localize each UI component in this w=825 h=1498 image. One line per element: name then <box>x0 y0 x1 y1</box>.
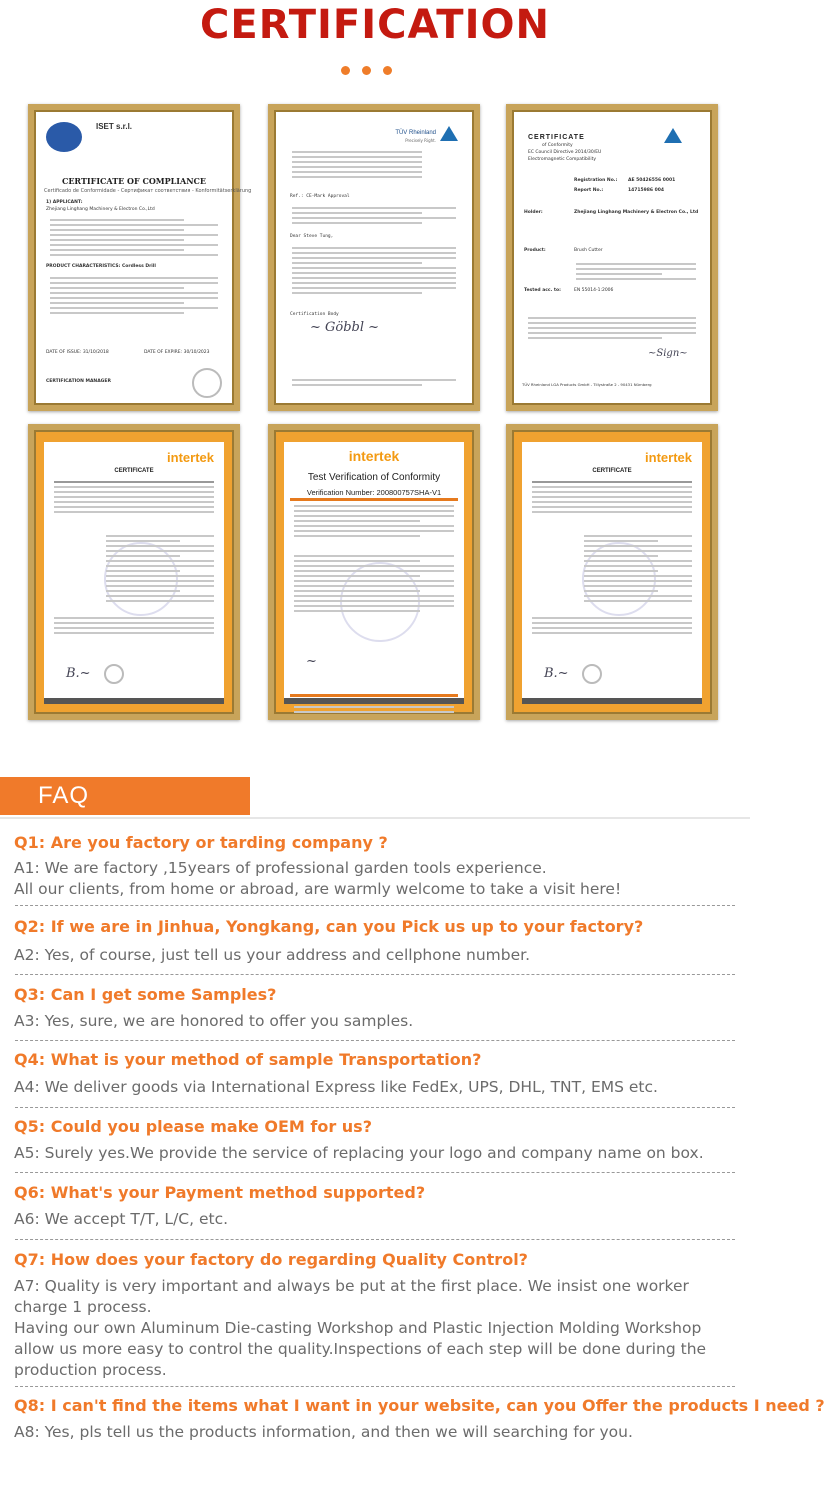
faq-question-1: Q1: Are you factory or tarding company ? <box>14 833 388 852</box>
faq-question-4: Q4: What is your method of sample Transportation? <box>14 1050 482 1069</box>
certificate-intertek-2[interactable] <box>506 424 718 720</box>
iset-certificate-subtitle: Certificado de Conformidade - Сертификат соответствия - Konformitätserklärung <box>44 188 252 194</box>
faq-divider <box>0 817 750 819</box>
page-title: CERTIFICATION <box>200 2 550 48</box>
signature-icon: ~ Göbbl ~ <box>310 320 380 335</box>
tuv-tested: EN 55014-1:2006 <box>574 288 614 293</box>
intertek1-footer <box>44 698 224 704</box>
certificate-tuv-letter[interactable] <box>268 104 480 411</box>
tuv-reg-label: Registration No.: <box>574 178 618 183</box>
faq-banner <box>0 777 250 815</box>
tuv-letter-salutation: Dear Steve Tung, <box>290 234 334 239</box>
iset-product: PRODUCT CHARACTERISTICS: Cordless Drill <box>46 264 156 269</box>
signature-icon: ~ <box>306 654 317 669</box>
faq-answer-2: A2: Yes, of course, just tell us your address and cellphone number. <box>14 946 531 964</box>
faq-answer-4: A4: We deliver goods via International Express like FedEx, UPS, DHL, TNT, EMS etc. <box>14 1078 658 1096</box>
faq-answer-3: A3: Yes, sure, we are honored to offer you samples. <box>14 1012 414 1030</box>
signature-icon: B.~ <box>66 666 91 681</box>
tuv-letter-closing: Certification Body <box>290 312 339 317</box>
tuv-logo-icon <box>440 126 458 141</box>
faq-question-8: Q8: I can't find the items what I want in your website, can you Offer the products I need ? <box>14 1396 825 1415</box>
iset-applicant: Zhejiang Linghang Machinery & Electron Co.,Ltd <box>46 207 155 212</box>
faq-separator <box>15 974 735 975</box>
tuv-logo-icon <box>664 128 682 143</box>
tuv-cert-line2: of Conformity <box>542 143 573 148</box>
seal-icon <box>104 664 124 684</box>
tuv-letter-org: TÜV Rheinland <box>395 130 436 136</box>
iset-date-issue: DATE OF ISSUE: 31/10/2018 <box>46 350 109 355</box>
tuv-product-label: Product: <box>524 248 546 253</box>
intertek1-title: CERTIFICATE <box>114 468 154 474</box>
faq-question-6: Q6: What's your Payment method supported? <box>14 1183 426 1202</box>
intertek3-footer <box>522 698 702 704</box>
intertek-logo-icon: intertek <box>167 450 214 465</box>
intertek-logo-icon: intertek <box>645 450 692 465</box>
faq-question-5: Q5: Could you please make OEM for us? <box>14 1117 372 1136</box>
certificate-tuv-ec[interactable] <box>506 104 718 411</box>
iset-date-expire: DATE OF EXPIRE: 30/10/2023 <box>144 350 210 355</box>
faq-question-7: Q7: How does your factory do regarding Quality Control? <box>14 1250 528 1269</box>
faq-banner-label: FAQ <box>38 782 90 809</box>
signature-icon: ~Sign~ <box>648 348 688 359</box>
faq-question-2: Q2: If we are in Jinhua, Yongkang, can you Pick us up to your factory? <box>14 917 644 936</box>
faq-separator <box>15 1107 735 1108</box>
intertek2-title: Test Verification of Conformity <box>307 472 441 483</box>
faq-separator <box>15 905 735 906</box>
iset-logo-icon <box>46 122 82 152</box>
signature-icon: B.~ <box>544 666 569 681</box>
iset-applicant-label: 1) APPLICANT: <box>46 200 83 205</box>
faq-separator <box>15 1239 735 1240</box>
iset-certificate-title: CERTIFICATE OF COMPLIANCE <box>61 176 207 186</box>
tuv-cert-title: CERTIFICATE <box>528 134 585 141</box>
faq-answer-1: A1: We are factory ,15years of professional garden tools experience. All our clients, from home or abroad, are warmly welcome to take a visit here! <box>14 859 622 898</box>
intertek2-verification-number: Verification Number: 200800757SHA-V1 <box>306 488 442 497</box>
seal-icon <box>582 664 602 684</box>
faq-answer-7: A7: Quality is very important and always be put at the first place. We insist one worker charge 1 process. Having our own Aluminum Die-casting Workshop and Plastic Injection Molding Workshop allow us more easy to control the quality.Inspections of each step will be done during the production process. <box>14 1277 707 1379</box>
intertek3-title: CERTIFICATE <box>592 468 632 474</box>
faq-separator <box>15 1172 735 1173</box>
tuv-cert-line4: Electromagnetic Compatibility <box>528 157 597 162</box>
faq-answer-5: A5: Surely yes.We provide the service of replacing your logo and company name on box. <box>14 1144 704 1162</box>
tuv-cert-line3: EC Council Directive 2014/30/EU <box>528 150 602 155</box>
certificate-iset[interactable] <box>28 104 252 411</box>
tuv-tested-label: Tested acc. to: <box>524 288 561 293</box>
certificate-intertek-verification[interactable] <box>268 424 480 720</box>
tuv-product: Brush Cutter <box>574 248 603 253</box>
iset-company-name: ISET s.r.l. <box>96 122 133 131</box>
tuv-holder-label: Holder: <box>524 210 543 215</box>
faq-answer-8: A8: Yes, pls tell us the products information, and then we will searching for you. <box>14 1423 633 1441</box>
tuv-letter-subject: Ref.: CE-Mark Approval <box>290 194 350 199</box>
intertek-logo-icon: intertek <box>348 448 400 464</box>
seal-icon <box>192 368 222 398</box>
tuv-report-label: Report No.: <box>574 188 604 193</box>
faq-separator <box>15 1040 735 1041</box>
certificate-intertek-1[interactable] <box>28 424 240 720</box>
iset-manager-label: CERTIFICATION MANAGER <box>46 379 111 384</box>
faq-answer-6: A6: We accept T/T, L/C, etc. <box>14 1210 229 1228</box>
tuv-letter-tagline: Precisely Right. <box>405 138 436 143</box>
tuv-reg-no: AE 50426556 0001 <box>628 178 676 183</box>
intertek2-footer <box>284 698 464 704</box>
title-dots <box>341 66 392 75</box>
tuv-cert-footer: TÜV Rheinland LGA Products GmbH - Tillystraße 2 - 90431 Nürnberg <box>522 382 652 387</box>
tuv-holder: Zhejiang Linghang Machinery & Electron Co., Ltd <box>574 210 699 215</box>
faq-question-3: Q3: Can I get some Samples? <box>14 985 277 1004</box>
tuv-report-no: 14715986 004 <box>628 188 665 193</box>
faq-separator <box>15 1386 735 1387</box>
